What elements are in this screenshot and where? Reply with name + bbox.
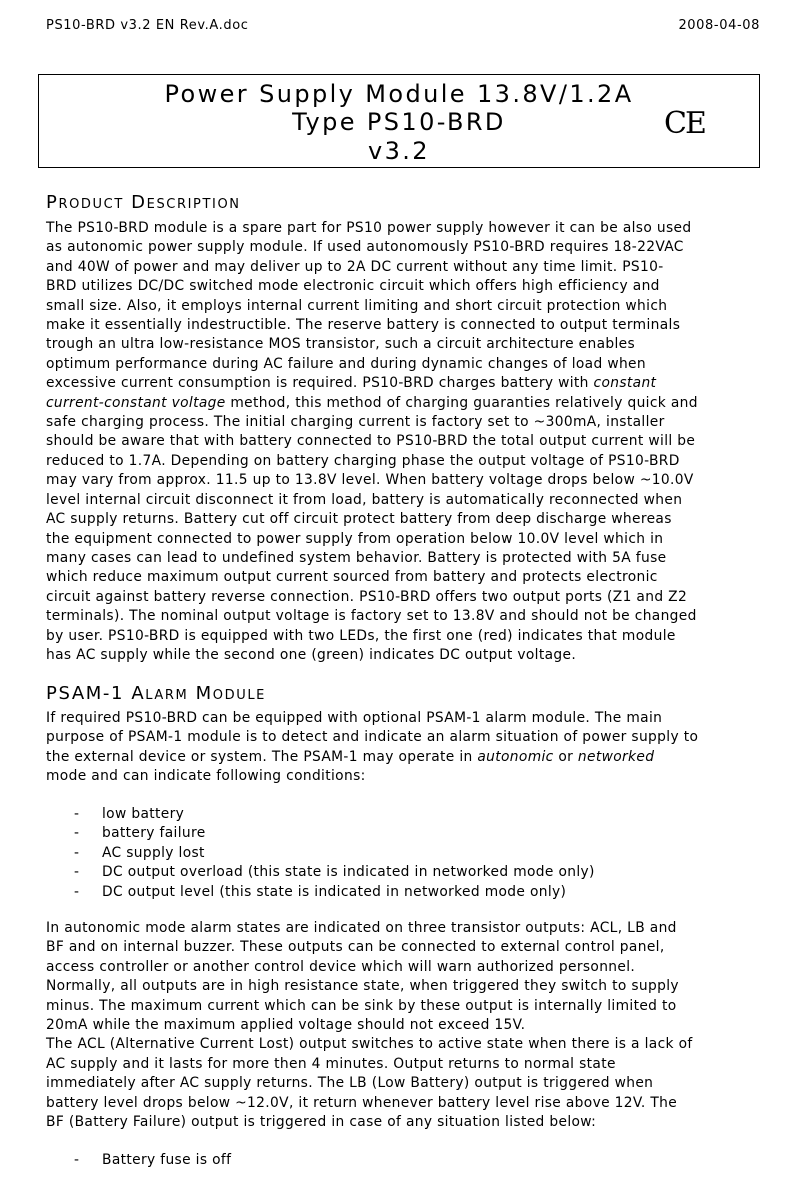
text-line: may vary from approx. 11.5 up to 13.8V level. When battery voltage drops below ~10.0V [46,472,694,489]
emphasis-text: current-constant voltage [46,394,226,411]
text-line: If required PS10-BRD can be equipped with optional PSAM-1 alarm module. The main [46,710,663,726]
text-line: small size. Also, it employs internal current limiting and short circuit protection which [46,297,668,314]
text-line: In autonomic mode alarm states are indicated on three transistor outputs: ACL, LB and [46,920,677,936]
text-line: 20mA while the maximum applied voltage should not exceed 15V. [46,1017,526,1034]
text-line: purpose of PSAM-1 module is to detect and indicate an alarm situation of power supply to [46,729,699,746]
list-item: - DC output overload (this state is indicated in networked mode only) [46,863,595,882]
psam-intro-paragraph [46,709,762,787]
text-line: the equipment connected to power supply from operation below 10.0V level which in [46,530,664,547]
document-filename: PS10-BRD v3.2 EN Rev.A.doc [46,18,249,33]
list-item: - battery failure [46,824,595,843]
text-line: The ACL (Alternative Current Lost) output switches to active state when there is a lack of [46,1036,693,1053]
text-segment: or [553,748,578,765]
text-segment: the external device or system. The PSAM-1 may operate in [46,748,478,765]
text-line: BRD utilizes DC/DC switched mode electronic circuit which offers high efficiency and [46,278,660,295]
text-line: The PS10-BRD module is a spare part for PS10 power supply however it can be also used [46,220,692,236]
text-line: BF and on internal buzzer. These outputs can be connected to external control panel, [46,939,665,956]
title-line-2: Type PS10-BRD [292,108,506,136]
text-line: many cases can lead to undefined system behavior. Battery is protected with 5A fuse [46,549,667,566]
product-description-paragraph [46,219,762,665]
text-line: circuit against battery reverse connection. PS10-BRD offers two output ports (Z1 and Z2 [46,588,688,605]
text-line: mode and can indicate following conditions: [46,768,366,785]
title-line-1: Power Supply Module 13.8V/1.2A [164,80,634,108]
text-line: AC supply returns. Battery cut off circuit protect battery from deep discharge whereas [46,511,672,528]
list-item: - low battery [46,805,595,824]
text-line: battery level drops below ~12.0V, it return whenever battery level rise above 12V. The [46,1094,678,1111]
emphasis-text: constant [593,375,657,392]
text-segment: excessive current consumption is required. PS10-BRD charges battery with [46,375,594,392]
text-line [46,748,762,767]
text-segment: method, this method of charging guaranties relatively quick and [225,394,698,411]
emphasis-text: autonomic [477,748,554,765]
section-heading-product-description: Product Description [46,192,241,213]
text-line [46,394,762,413]
text-line: has AC supply while the second one (green) indicates DC output voltage. [46,646,577,663]
text-line: Normally, all outputs are in high resistance state, when triggered they switch to supply [46,978,679,995]
text-line: safe charging process. The initial charging current is factory set to ~300mA, installer [46,414,665,431]
text-line: BF (Battery Failure) output is triggered in case of any situation listed below: [46,1114,597,1131]
title-box [38,74,760,168]
text-line: should be aware that with battery connected to PS10-BRD the total output current will be [46,433,696,450]
text-line: level internal circuit disconnect it from load, battery is automatically reconnected when [46,491,683,508]
text-line: make it essentially indestructible. The reserve battery is connected to output terminals [46,317,681,334]
document-date: 2008-04-08 [678,18,760,33]
text-line: by user. PS10-BRD is equipped with two LEDs, the first one (red) indicates that module [46,627,676,644]
text-line: terminals). The nominal output voltage is factory set to 13.8V and should not be changed [46,608,697,625]
text-line: reduced to 1.7A. Depending on battery charging phase the output voltage of PS10-BRD [46,452,680,469]
failures-list [46,1151,231,1170]
text-line [46,374,762,393]
ce-mark: CE [664,106,705,141]
title-line-3: v3.2 [368,137,430,165]
text-line: as autonomic power supply module. If used autonomously PS10-BRD requires 18-22VAC [46,239,684,256]
text-line: immediately after AC supply returns. The LB (Low Battery) output is triggered when [46,1075,654,1092]
text-line: access controller or another control device which will warn authorized personnel. [46,958,636,975]
text-line: trough an ultra low-resistance MOS transistor, such a circuit architecture enables [46,336,636,353]
list-item: - DC output level (this state is indicated in networked mode only) [46,883,595,902]
text-line: optimum performance during AC failure and during dynamic changes of load when [46,355,646,372]
text-line: minus. The maximum current which can be sink by these output is internally limited to [46,997,677,1014]
text-line: and 40W of power and may deliver up to 2A DC current without any time limit. PS10- [46,258,664,275]
list-item: - Battery fuse is off [46,1151,231,1170]
psam-details-paragraph [46,919,762,1132]
list-item: - AC supply lost [46,844,595,863]
emphasis-text: networked [577,748,655,765]
section-heading-psam-1: PSAM-1 Alarm Module [46,683,266,704]
text-line: which reduce maximum output current sourced from battery and protects electronic [46,569,658,586]
conditions-list [46,805,595,902]
text-line: AC supply and it lasts for more then 4 minutes. Output returns to normal state [46,1055,616,1072]
